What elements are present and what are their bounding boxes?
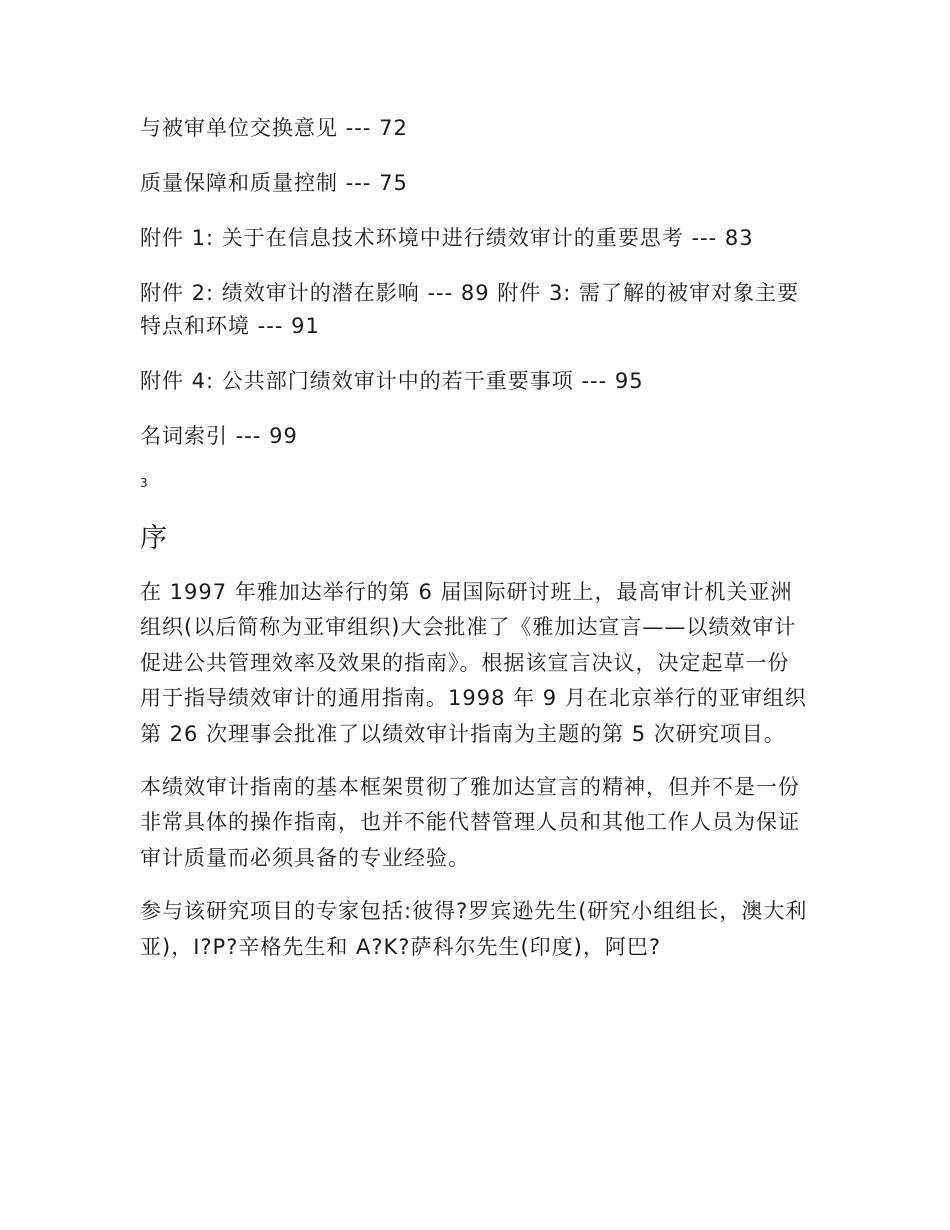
- toc-entry-glossary: 名词索引 --- 99: [140, 424, 298, 448]
- toc-entry-annex-2-3: 附件 2: 绩效审计的潜在影响 --- 89 附件 3: 需了解的被审对象主要特点和环境 --- 91: [140, 281, 800, 338]
- paragraph-background: 在 1997 年雅加达举行的第 6 届国际研讨班上，最高审计机关亚洲组织(以后简称为亚审组织)大会批准了《雅加达宣言——以绩效审计促进公共管理效率及效果的指南》。根据该宣言决议，决定起草一份用于指导绩效审计的通用指南。1998 年 9 月在北京举行的亚审组织第 26 次理事会批准了以绩效审计指南为主题的第 5 次研究项目。: [140, 580, 807, 746]
- paragraph-experts: 参与该研究项目的专家包括:彼得?罗宾逊先生(研究小组组长，澳大利亚)，I?P?辛格先生和 A?K?萨科尔先生(印度)，阿巴?: [140, 899, 808, 959]
- toc-entry-annex-1: 附件 1: 关于在信息技术环境中进行绩效审计的重要思考 --- 83: [140, 226, 754, 250]
- section-heading: 序: [140, 523, 167, 554]
- document-page: [140, 112, 810, 983]
- toc-entry-quality-assurance: 质量保障和质量控制 --- 75: [140, 171, 408, 195]
- toc-entry-exchange-opinions: 与被审单位交换意见 --- 72: [140, 116, 408, 140]
- table-of-contents: [140, 112, 810, 453]
- paragraph-framework: 本绩效审计指南的基本框架贯彻了雅加达宣言的精神，但并不是一份非常具体的操作指南，也并不能代替管理人员和其他工作人员为保证审计质量而必须具备的专业经验。: [140, 775, 800, 870]
- page-number: 3: [140, 476, 148, 490]
- toc-entry-annex-4: 附件 4: 公共部门绩效审计中的若干重要事项 --- 95: [140, 369, 644, 393]
